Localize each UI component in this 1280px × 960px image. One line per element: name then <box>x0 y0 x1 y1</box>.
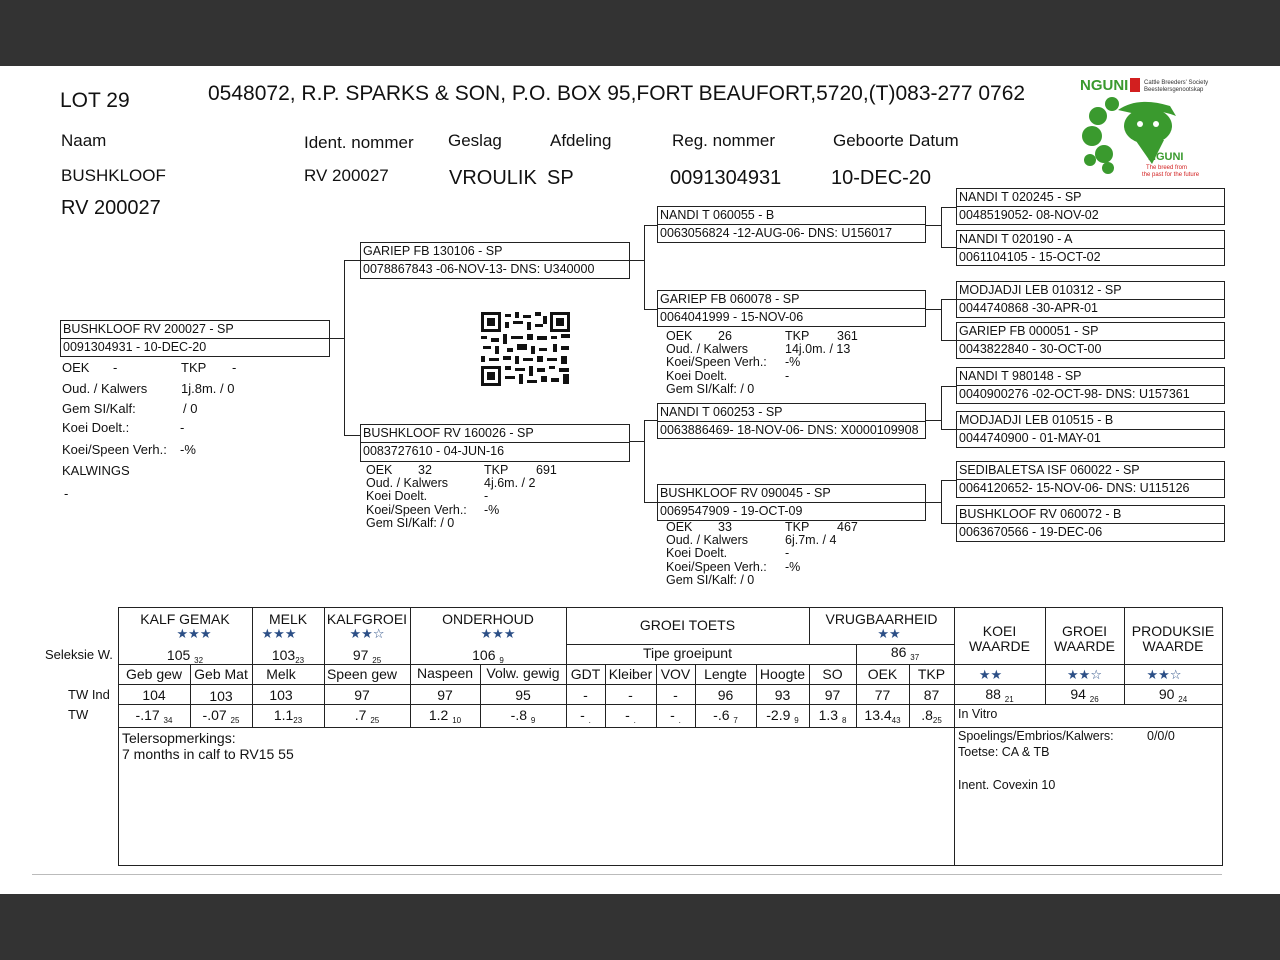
tw-volw-gewig: -.8 $_9$ <box>510 707 536 725</box>
label-geboorte: Geboorte Datum <box>833 131 959 150</box>
row-label-tw: TW <box>68 707 89 722</box>
col-gdt: GDT <box>570 666 601 682</box>
lot-number: LOT 29 <box>60 89 130 112</box>
value-geslag: VROULIK <box>449 167 537 189</box>
tw-geb-mat: -.07 $_{25}$ <box>202 707 240 725</box>
svg-text:the past for the future: the past for the future <box>1142 172 1200 178</box>
pedigree-dam: BUSHKLOOF RV 160026 - SP 0083727610 - 04-JUN-16 <box>360 424 630 462</box>
seleksie-kalfgroei: 97 $_{25}$ <box>352 647 382 665</box>
twind-kleiber: - <box>628 687 633 703</box>
value-naam: BUSHKLOOF <box>61 166 166 185</box>
tw-so: 1.3 $_8$ <box>818 707 847 725</box>
subject-oek-label: OEK <box>62 360 90 375</box>
value-ident: RV 200027 <box>304 166 389 185</box>
twind-koei-waarde: 88 $_{21}$ <box>985 686 1014 704</box>
twind-geb-mat: 103 <box>209 688 233 704</box>
inent-text: Inent. Covexin 10 <box>958 778 1056 792</box>
col-lengte: Lengte <box>704 666 747 682</box>
pedigree-gen3-2: GARIEP FB 060078 - SP 0064041999 - 15-NOV-06 <box>657 290 926 327</box>
tw-hoogte: -2.9 $_9$ <box>766 707 799 725</box>
twind-gdt: - <box>583 687 588 703</box>
header-groei-waarde: GROEI <box>1061 623 1108 639</box>
col-geb-mat: Geb Mat <box>194 666 248 682</box>
pedigree-gen3-3: NANDI T 060253 - SP 0063886469- 18-NOV-06- DNS: X0000109908 <box>657 403 926 439</box>
seleksie-melk: $103_{23}$ <box>271 647 305 665</box>
col-tkp: TKP <box>917 666 946 682</box>
breeder-info: 0548072, R.P. SPARKS & SON, P.O. BOX 95,FORT BEAUFORT,5720,(T)083-277 0762 <box>208 82 1026 105</box>
spoelings-label: Spoelings/Embrios/Kalwers: <box>958 729 1114 743</box>
tw-lengte: -.6 $_7$ <box>713 707 738 725</box>
twind-so: 97 <box>824 687 841 703</box>
svg-text:Beestelersgenootskap: Beestelersgenootskap <box>1144 87 1204 93</box>
col-volw-gewig: Volw. gewig <box>486 665 560 681</box>
header-vrugbaarheid: VRUGBAARHEID <box>825 611 938 627</box>
label-naam: Naam <box>61 131 107 150</box>
pedigree-gen4-3: MODJADJI LEB 010312 - SP 0044740868 -30-APR-01 <box>956 281 1225 318</box>
header-kalfgroei: KALFGROEI <box>326 611 408 627</box>
header-tipe-groeipunt: Tipe groeipunt <box>643 645 732 661</box>
twind-naspeen: 97 <box>437 687 453 703</box>
twind-speen-gew: 97 <box>354 687 370 703</box>
col-vov: VOV <box>660 666 691 682</box>
seleksie-vrugbaarheid: 86 $_{37}$ <box>890 644 920 662</box>
tw-kleiber: - $_.$ <box>625 707 636 725</box>
header-kalf-gemak: KALF GEMAK <box>140 611 230 627</box>
gen3-2-stats: OEK 26 TKP 361 Oud. / Kalwers 14j.0m. / 13 Koei/Speen Verh.: -% Koei Doelt. - Gem SI/Kalf: / 0 <box>666 329 858 396</box>
label-ident: Ident. nommer <box>304 133 414 152</box>
spoelings-value: 0/0/0 <box>1147 729 1175 743</box>
pedigree-gen4-7: SEDIBALETSA ISF 060022 - SP 0064120652- 15-NOV-06- DNS: U115126 <box>956 461 1225 498</box>
svg-text:NGUNI: NGUNI <box>1148 151 1184 163</box>
tw-naspeen: 1.2 $_{10}$ <box>428 707 462 725</box>
col-melk: Melk <box>266 666 296 682</box>
header-produksie-waarde: PRODUKSIE <box>1131 623 1215 639</box>
dam-stats: OEK 32 TKP 691 Oud. / Kalwers 4j.6m. / 2 Koei Doelt. - Koei/Speen Verh.: -% Gem SI/Kalf: / 0 <box>366 463 557 530</box>
pedigree-gen4-4: GARIEP FB 000051 - SP 0043822840 - 30-OCT-00 <box>956 322 1225 359</box>
row-label-seleksie: Seleksie W. <box>45 647 113 662</box>
header-koei-waarde: KOEI <box>982 623 1017 639</box>
pedigree-gen4-6: MODJADJI LEB 010515 - B 0044740900 - 01-MAY-01 <box>956 411 1225 448</box>
gen3-4-stats: OEK 33 TKP 467 Oud. / Kalwers 6j.7m. / 4 Koei Doelt. - Koei/Speen Verh.: -% Gem SI/Kalf: / 0 <box>666 520 858 587</box>
bottom-dark-bar <box>0 894 1280 960</box>
pedigree-gen4-5: NANDI T 980148 - SP 0040900276 -02-OCT-98- DNS: U157361 <box>956 367 1225 404</box>
pedigree-sire: GARIEP FB 130106 - SP 0078867843 -06-NOV-13- DNS: U340000 <box>360 242 630 279</box>
tw-vov: - $_.$ <box>670 707 681 725</box>
in-vitro-label: In Vitro <box>958 707 998 721</box>
col-oek: OEK <box>867 666 898 682</box>
label-reg: Reg. nommer <box>672 131 775 150</box>
col-so: SO <box>822 666 843 682</box>
tw-tkp: $.8_{25}$ <box>921 707 942 725</box>
col-hoogte: Hoogte <box>759 666 806 682</box>
header-melk: MELK <box>268 611 308 627</box>
twind-volw-gewig: 95 <box>515 687 531 703</box>
row-label-twind: TW Ind <box>68 687 110 702</box>
logo-name: NGUNI <box>1080 77 1129 94</box>
tw-melk: $1.1_{23}$ <box>273 707 303 725</box>
value-reg: 0091304931 <box>670 167 782 189</box>
remarks-text: 7 months in calf to RV15 55 <box>122 746 294 762</box>
label-afdeling: Afdeling <box>550 131 612 150</box>
value-ident-large: RV 200027 <box>61 197 161 219</box>
pedigree-subject: BUSHKLOOF RV 200027 - SP 0091304931 - 10-DEC-20 <box>60 320 330 357</box>
tw-gdt: - $_.$ <box>580 707 591 725</box>
toetse-text: Toetse: CA & TB <box>958 745 1050 759</box>
svg-text:Cattle Breeders' Society: Cattle Breeders' Society <box>1144 80 1209 86</box>
col-speen-gew: Speen gew <box>326 666 398 682</box>
tw-geb-gew: -.17 $_{34}$ <box>135 707 173 725</box>
twind-tkp: 87 <box>923 687 940 703</box>
value-geboorte: 10-DEC-20 <box>831 167 932 189</box>
twind-geb-gew: 104 <box>142 687 166 703</box>
svg-text:The breed from: The breed from <box>1146 165 1188 171</box>
twind-lengte: 96 <box>717 687 734 703</box>
tw-speen-gew: .7 $_{25}$ <box>354 707 380 725</box>
header-groei-toets: GROEI TOETS <box>639 617 736 633</box>
pedigree-gen3-1: NANDI T 060055 - B 0063056824 -12-AUG-06- DNS: U156017 <box>657 206 926 243</box>
value-afdeling: SP <box>547 167 574 189</box>
pedigree-gen4-2: NANDI T 020190 - A 0061104105 - 15-OCT-02 <box>956 230 1225 266</box>
twind-vov: - <box>673 687 678 703</box>
col-kleiber: Kleiber <box>608 666 653 682</box>
twind-oek: 77 <box>874 687 891 703</box>
breeding-values-table: Seleksie W. TW Ind TW KALF GEMAK ★★★ MELK ★★★ KALFGROEI ★★☆ ONDERHOUD ★★★ GROEI TOETS Tipe groeipunt VRUGBAARHEID ★★ KOEI WAARDE ★★ GROEI WAARDE ★★☆ PRODUKSIE WAARDE ★★☆ 105 $_{32}$ $103_{23}$ 97 $_{25}$ 106 $_9$ 86 $_{37}$ Geb gew Geb Mat Melk Speen gew Naspeen Volw. gewig GDT Kleiber VOV Lengte Hoogte SO OEK TKP 104 103 103 97 97 95 - - - 96 93 97 77 87 88 $_{21}$ 94 $_{26}$ 90 $_{24}$ -.17 $_{34}$ -.07 $_{25}$ $1.1_{23}$ .7 $_{25}$ 1.2 $_{10}$ -.8 $_9$ - $_.$ - $_.$ - $_.$ -.6 $_7$ -2.9 $_9$ 1.3 $_8$ $13.4_{43}$ $.8_{25}$ In Vitro <box>0 0 1280 960</box>
pedigree-gen3-4: BUSHKLOOF RV 090045 - SP 0069547909 - 19-OCT-09 <box>657 484 926 521</box>
twind-melk: 103 <box>269 687 293 703</box>
twind-produksie-waarde: 90 $_{24}$ <box>1158 686 1188 704</box>
pedigree-gen4-8: BUSHKLOOF RV 060072 - B 0063670566 - 19-DEC-06 <box>956 505 1225 542</box>
tw-oek: $13.4_{43}$ <box>864 707 901 725</box>
remarks-label: Telersopmerkings: <box>122 730 236 746</box>
pedigree-gen4-1: NANDI T 020245 - SP 0048519052- 08-NOV-02 <box>956 188 1225 225</box>
twind-groei-waarde: 94 $_{26}$ <box>1070 686 1099 704</box>
seleksie-kalf-gemak: 105 $_{32}$ <box>166 647 204 665</box>
header-onderhoud: ONDERHOUD <box>442 611 534 627</box>
twind-hoogte: 93 <box>774 687 791 703</box>
seleksie-onderhoud: 106 $_9$ <box>472 647 504 665</box>
col-geb-gew: Geb gew <box>125 666 183 682</box>
col-naspeen: Naspeen <box>416 665 474 681</box>
label-geslag: Geslag <box>448 131 502 150</box>
